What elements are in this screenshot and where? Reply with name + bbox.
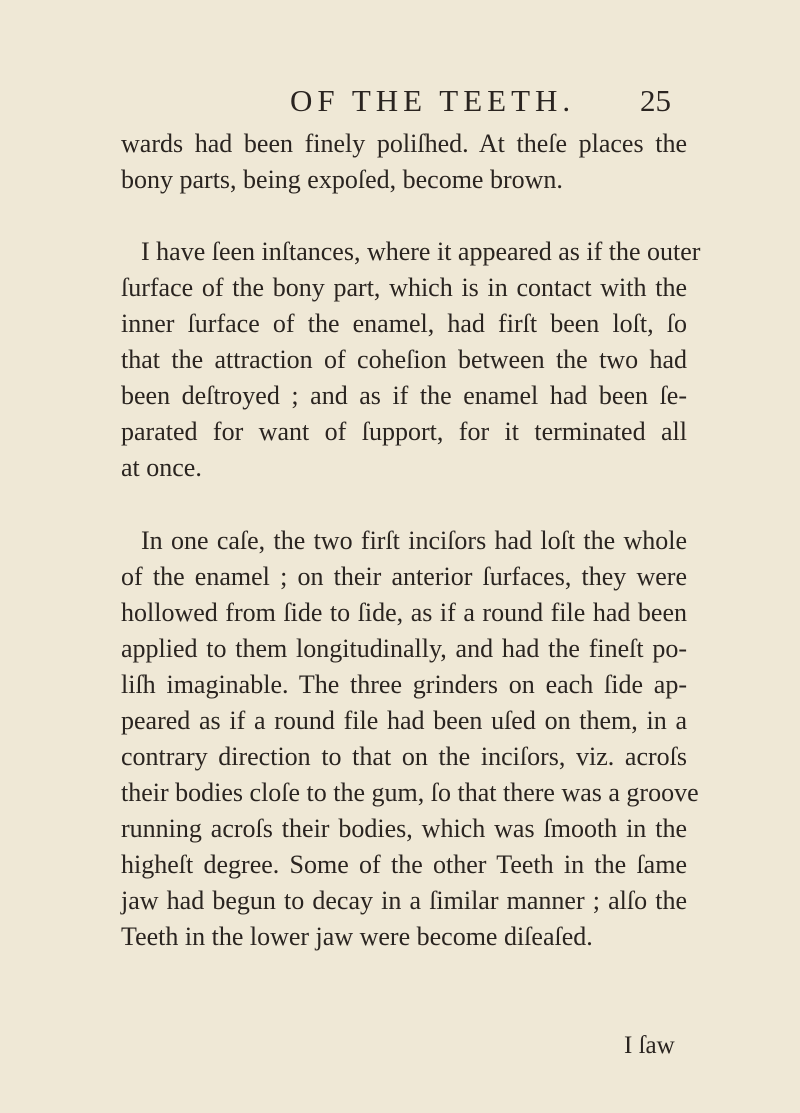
text-line: at once.: [121, 453, 202, 482]
text-line: jaw had begun to decay in a ſimilar manner ; alſo the: [121, 886, 687, 915]
paragraph-2: [121, 234, 701, 486]
text-line: bony parts, being expoſed, become brown.: [121, 165, 563, 194]
text-line: their bodies cloſe to the gum, ſo that there was a groove: [121, 778, 699, 807]
text-line: been deſtroyed ; and as if the enamel had been ſe-: [121, 381, 687, 410]
text-line: higheſt degree. Some of the other Teeth in the ſame: [121, 850, 687, 879]
text-line: Teeth in the lower jaw were become diſeaſed.: [121, 922, 593, 951]
text-line: hollowed from ſide to ſide, as if a round file had been: [121, 598, 687, 627]
text-line: running acroſs their bodies, which was ſmooth in the: [121, 814, 687, 843]
paragraph-1: [121, 126, 687, 198]
text-line: wards had been finely poliſhed. At theſe places the: [121, 129, 687, 158]
text-line: parated for want of ſupport, for it terminated all: [121, 417, 687, 446]
text-line: contrary direction to that on the inciſors, viz. acroſs: [121, 742, 687, 771]
text-line: applied to them longitudinally, and had the fineſt po-: [121, 634, 687, 663]
text-line: peared as if a round file had been uſed on them, in a: [121, 706, 687, 735]
catchword: I ſaw: [624, 1032, 675, 1059]
text-line: inner ſurface of the enamel, had firſt been loſt, ſo: [121, 309, 687, 338]
text-line: that the attraction of coheſion between the two had: [121, 345, 687, 374]
paragraph-3: [121, 523, 699, 955]
text-line: I have ſeen inſtances, where it appeared as if the outer: [141, 237, 701, 266]
running-head: OF THE TEETH.: [290, 83, 576, 118]
text-line: liſh imaginable. The three grinders on each ſide ap-: [121, 670, 687, 699]
page-number: 25: [640, 83, 671, 118]
text-line: ſurface of the bony part, which is in contact with the: [121, 273, 687, 302]
text-line: of the enamel ; on their anterior ſurfaces, they were: [121, 562, 687, 591]
text-line: In one caſe, the two firſt inciſors had loſt the whole: [141, 526, 687, 555]
